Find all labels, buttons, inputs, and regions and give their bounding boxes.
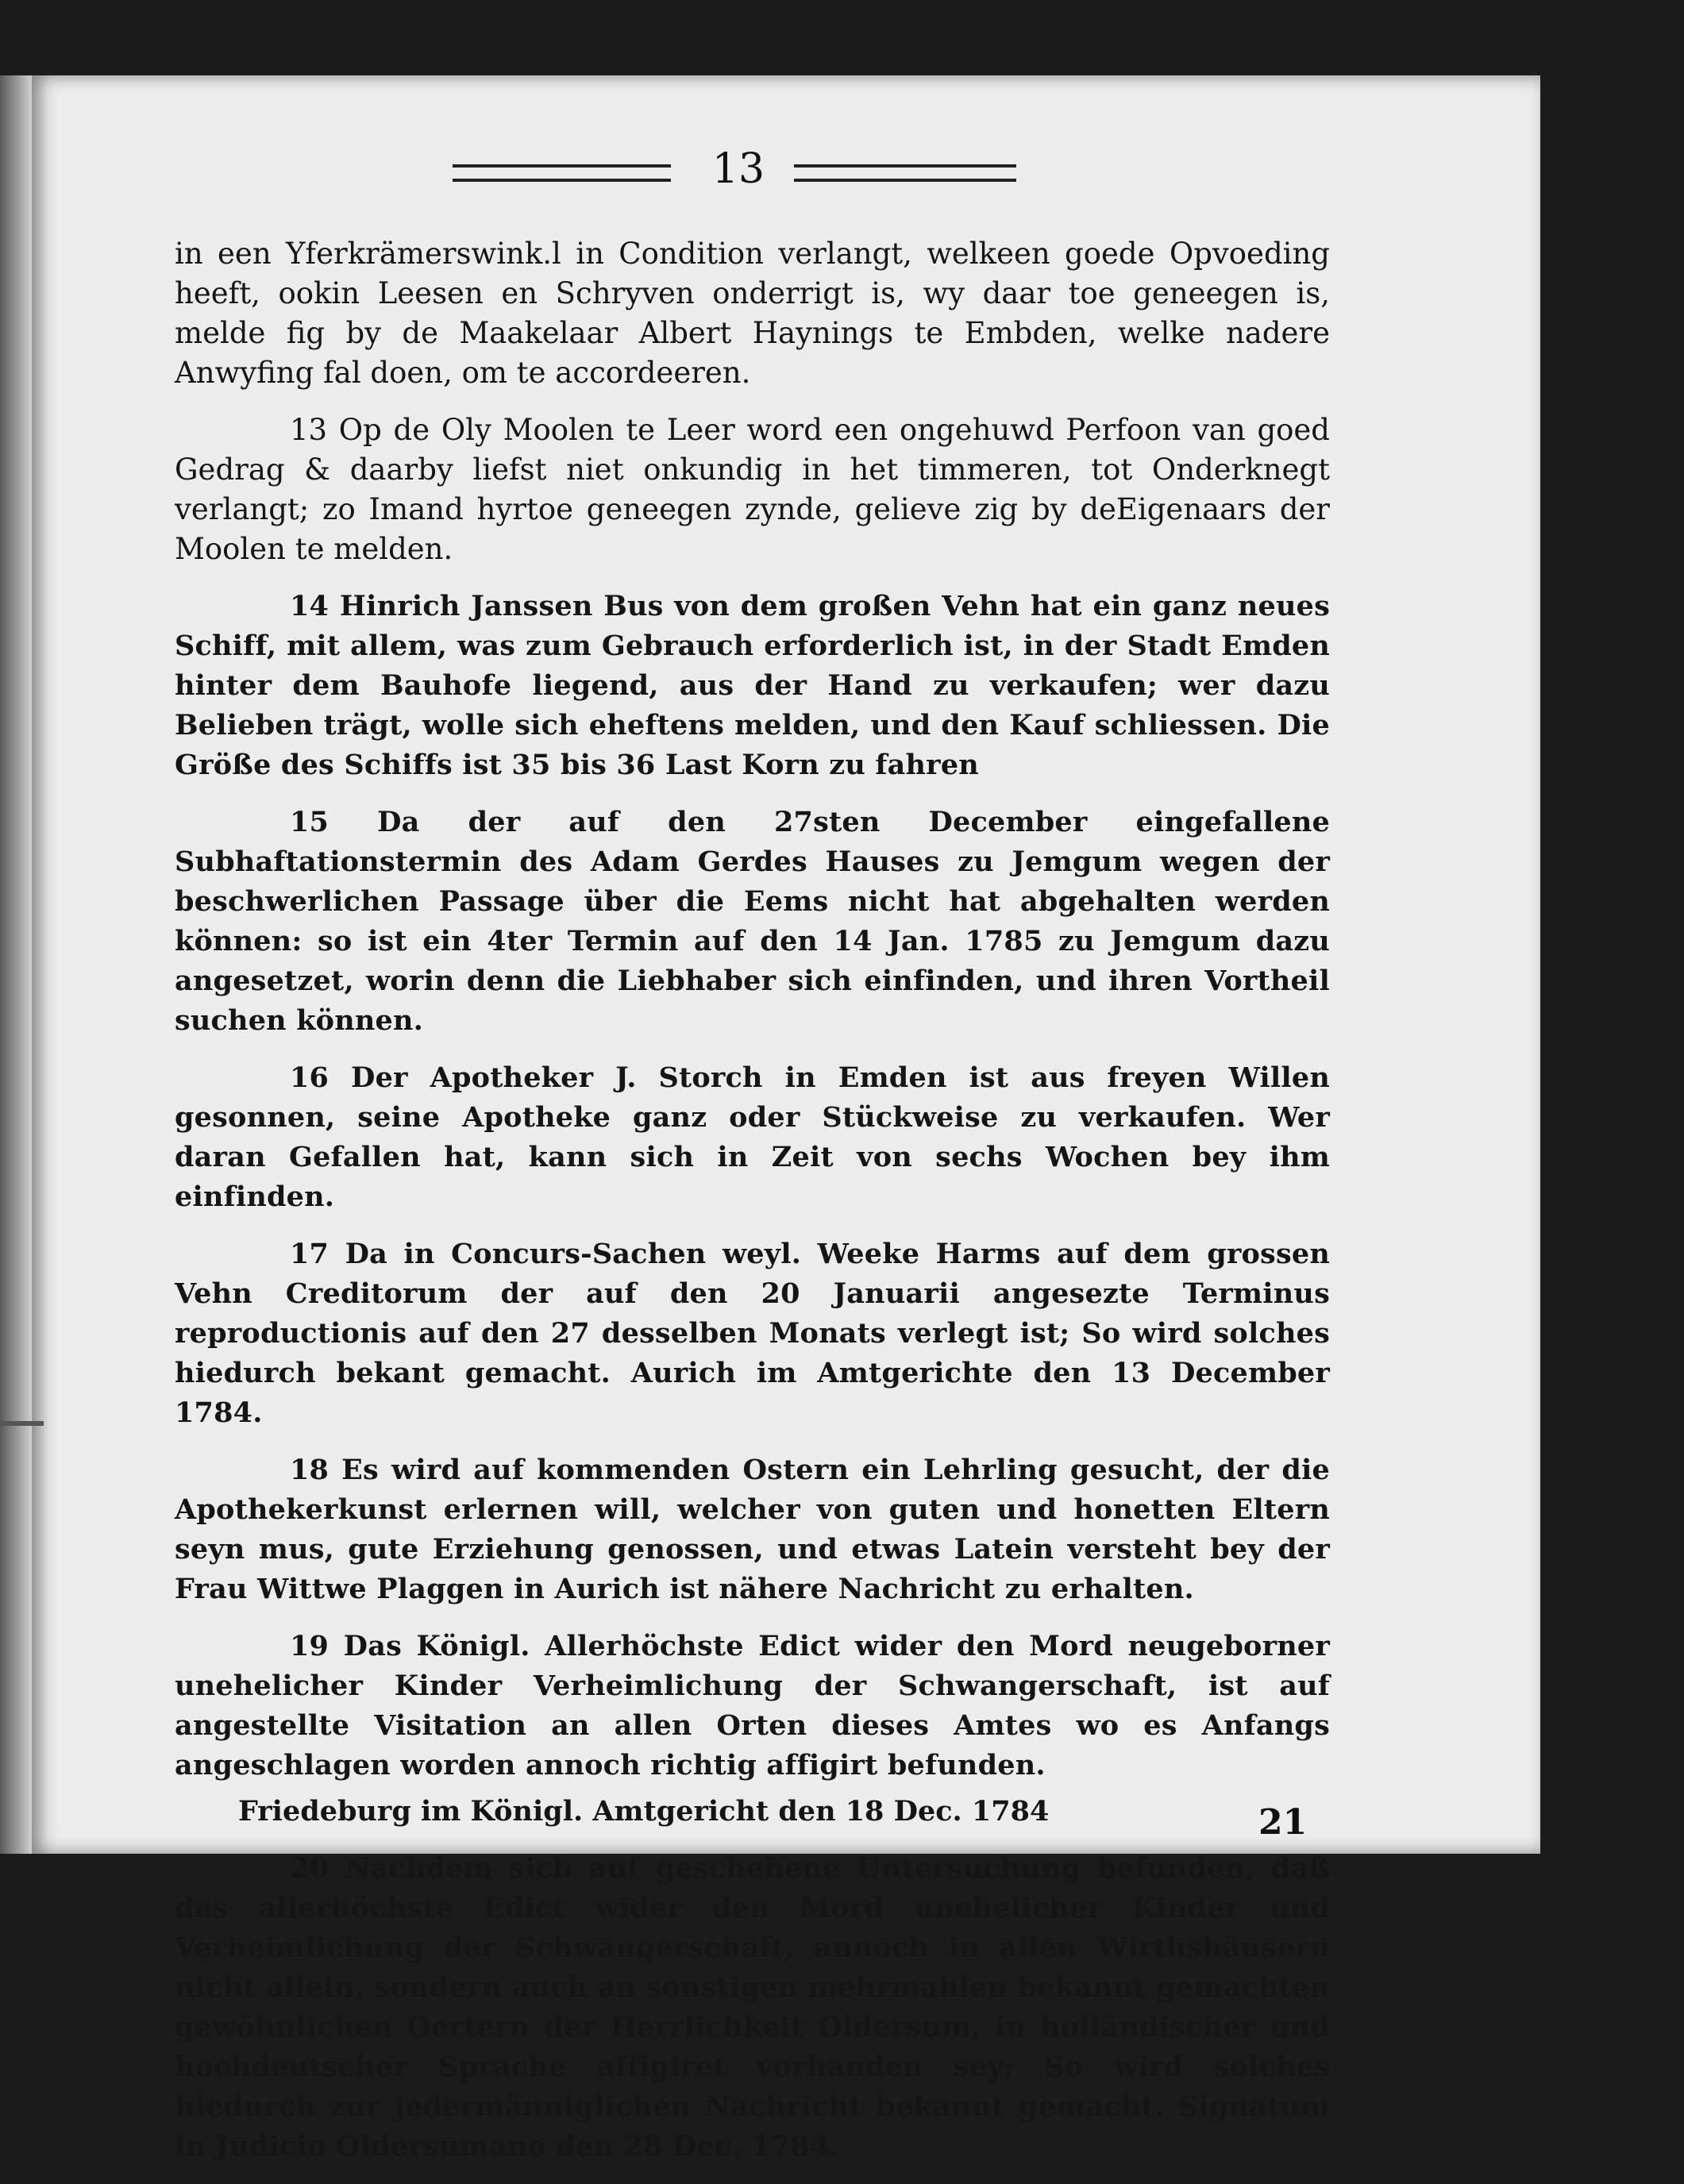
paragraph-15: 15 Da der auf den 27sten December eingefallene Subhaftationstermin des Adam Gerdes Hauses zu Jemgum wegen der beschwerlichen Passage über die Eems nicht hat abgehalten werden können: so ist ein 4ter Termin auf den 14 Jan. 1785 zu Jemgum dazu angesetzet, worin denn die Liebhaber sich einfinden, und ihren Vortheil suchen können. (175, 806, 1330, 1037)
document-page (32, 75, 1540, 2163)
header-rule-right (794, 164, 1016, 182)
paragraph-19: 19 Das Königl. Allerhöchste Edict wider den Mord neugeborner unehelicher Kinder Verheimlichung der Schwangerschaft, ist auf angestellte Visitation an allen Orten dieses Amtes wo es Anfangs angeschlagen worden annoch richtig affigirt befunden. (175, 1630, 1330, 1781)
paragraph-18: 18 Es wird auf kommenden Ostern ein Lehrling gesucht, der die Apothekerkunst erlernen will, welcher von guten und honetten Eltern seyn mus, gute Erziehung genossen, und etwas Latein versteht bey der Frau Wittwe Plaggen in Aurich ist nähere Nachricht zu erhalten. (175, 1454, 1330, 1605)
paragraph-16: 16 Der Apotheker J. Storch in Emden ist aus freyen Willen gesonnen, seine Apotheke ganz oder Stückweise zu verkaufen. Wer daran Gefallen hat, kann sich in Zeit von sechs Wochen bey ihm einfinden. (175, 1061, 1330, 1213)
page-number: 13 (711, 145, 765, 193)
paragraph-12-continued: in een Yferkrämerswink.l in Condition verlangt, welkeen goede Opvoeding heeft, ookin Leesen en Schryven onderrigt is, wy daar toe geneegen is, melde fig by de Maakelaar Albert Haynings te Embden, welke nadere Anwyfing fal doen, om te accordeeren. (175, 237, 1330, 390)
facing-page-edge (0, 75, 32, 1854)
signature-mark: 21 (1258, 1802, 1308, 1843)
paragraph-14: 14 Hinrich Janssen Bus von dem großen Vehn hat ein ganz neues Schiff, mit allem, was zum Gebrauch erforderlich ist, in der Stadt Emden hinter dem Bauhofe liegend, aus der Hand zu verkaufen; wer dazu Belieben trägt, wolle sich eheftens melden, und den Kauf schliessen. Die Größe des Schiffs ist 35 bis 36 Last Korn zu fahren (175, 590, 1330, 781)
paragraph-17: 17 Da in Concurs-Sachen weyl. Weeke Harms auf dem grossen Vehn Creditorum der auf den 20 Januarii angesezte Terminus reproductionis auf den 27 desselben Monats verlegt ist; So wird solches hiedurch bekant gemacht. Aurich im Amtgerichte den 13 December 1784. (175, 1238, 1330, 1429)
page-body (175, 234, 1330, 2184)
paragraph-19-signature: Friedeburg im Königl. Amtgericht den 18 Dec. 1784 (238, 1795, 1050, 1828)
paragraph-20: 20 Nachdem sich auf geschehene Untersuchung befunden, daß das allerhöchste Edict wider den Mord unehelicher Kinder und Verheimlichung der Schwangerschaft, annoch in allen Wirthshäusern nicht allein, sondern auch an sonstigen mehrmahlen bekannt gemachten gewöhnlichen Oertern der Herrlichkeit Oldersum, in holländischer und hochdeutscher Sprache affigiret vorhanden sey; So wird solches hiedurch zur jedermänniglichen Nachricht bekannt gemacht. Signatum in Judicio Oldersumano den 28 Dec. 1784. (175, 1852, 1330, 2163)
binding-mark (0, 1421, 44, 1426)
paragraph-13: 13 Op de Oly Moolen te Leer word een ongehuwd Perfoon van goed Gedrag & daarby liefst niet onkundig in het timmeren, tot Onderknegt verlangt; zo Imand hyrtoe geneegen zynde, gelieve zig by deEigenaars der Moolen te melden. (175, 413, 1330, 566)
header-rule-left (453, 164, 671, 182)
